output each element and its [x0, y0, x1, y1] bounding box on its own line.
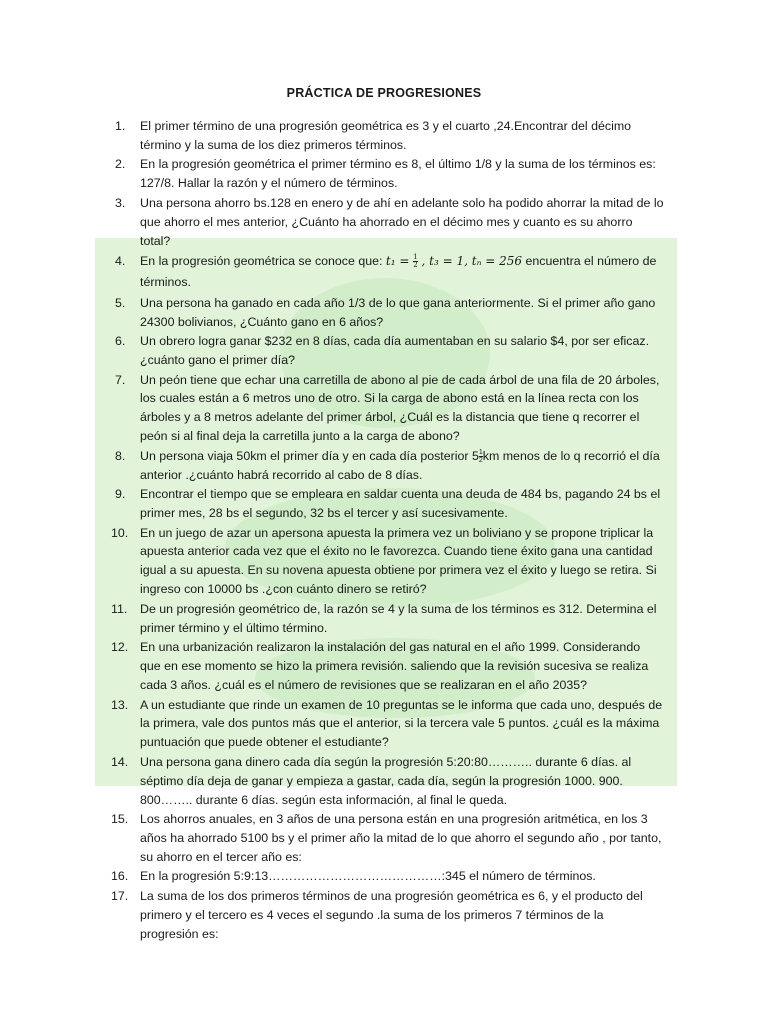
- problem-item: [0, 332, 664, 370]
- problem-item: [0, 251, 664, 293]
- problem-number: 17.: [111, 888, 129, 903]
- problem-item: [0, 887, 664, 944]
- fraction-numerator: 1: [478, 448, 483, 456]
- problem-number: 14.: [111, 754, 129, 769]
- problem-list: [0, 117, 768, 944]
- problem-text: Los ahorros anuales, en 3 años de una persona están en una progresión aritmética, en los 3 años ha ahorrado 5100 bs y el primer año la mitad de lo que ahorro el segundo año , por tanto, su ahorro en el tercer año es:: [140, 812, 662, 864]
- problem-item: [0, 867, 664, 886]
- fraction-denominator: 2: [413, 261, 418, 270]
- fraction: [413, 254, 417, 269]
- fraction-denominator: 2: [478, 456, 483, 464]
- problem-number: 2.: [115, 157, 126, 172]
- problem-item: [0, 155, 664, 193]
- problem-item: [0, 117, 664, 155]
- problem-text: Un peón tiene que echar una carretilla de abono al pie de cada árbol de una fila de 20 árboles, los cuales están a 6 metros uno de otro. Si la carga de abono está en la línea recta con los árboles y a 8 metros adelante del primer árbol, ¿Cuál es la distancia que tiene q recorrer el peón si al final deja la carretilla junto a la carga de abono?: [140, 372, 660, 444]
- problem-item: [0, 447, 664, 485]
- problem-text: Una persona ahorro bs.128 en enero y de ahí en adelante solo ha podido ahorrar la mitad de lo que ahorro el mes anterior, ¿Cuánto ha ahorrado en el décimo mes y cuanto es su ahorro total?: [140, 195, 664, 248]
- problem-item: [0, 753, 664, 810]
- problem-number: 15.: [111, 812, 129, 827]
- problem-text: De un progresión geométrico de, la razón se 4 y la suma de los términos es 312. Determina el primer término y el último término.: [140, 601, 657, 635]
- problem-text: En una urbanización realizaron la instalación del gas natural en el año 1999. Considerando que en ese momento se hizo la primera revisión. saliendo que la revisión sucesiva se realiza cada 3 años. ¿cuál es el número de revisiones que se realizaran en el año 2035?: [140, 640, 649, 692]
- problem-number: 5.: [115, 295, 126, 310]
- problem-number: 8.: [115, 448, 126, 463]
- problem-number: 6.: [115, 334, 126, 349]
- problem-item: [0, 696, 664, 753]
- problem-text: A un estudiante que rinde un examen de 10 preguntas se le informa que cada uno, después de la primera, vale dos puntos más que el anterior, si la tercera vale 5 puntos. ¿cuál es la máxima puntuación que puede obtener el estudiante?: [140, 697, 663, 750]
- fraction-numerator: 1: [413, 253, 418, 262]
- problem-text-continued: encuentra el número de términos.: [140, 254, 657, 290]
- problem-number: 11.: [111, 601, 128, 616]
- problem-item: [0, 294, 664, 332]
- problem-text: En la progresión geométrica el primer término es 8, el último 1/8 y la suma de los términos es: 127/8. Hallar la razón y el número de términos.: [140, 157, 656, 191]
- problem-number: 12.: [111, 640, 129, 655]
- problem-number: 7.: [115, 372, 126, 387]
- problem-number: 3.: [115, 195, 126, 210]
- problem-text-continued: km menos de lo q recorrió el día anterior .¿cuánto habrá recorrido al cabo de 8 días.: [140, 448, 660, 482]
- problem-item: [0, 600, 664, 638]
- problem-number: 1.: [115, 119, 126, 133]
- problem-text: Un obrero logra ganar $232 en 8 días, cada día aumentaban en su salario $4, por ser eficaz. ¿cuánto gano el primer día?: [140, 334, 650, 368]
- problem-number: 10.: [111, 525, 129, 540]
- problem-number: 16.: [111, 869, 129, 884]
- problem-text: Un persona viaja 50km el primer día y en cada día posterior 5: [140, 448, 479, 463]
- problem-text: La suma de los dos primeros términos de una progresión geométrica es 6, y el producto del primero y el tercero es 4 veces el segundo .la suma de los primeros 7 términos de la progresión es:: [140, 888, 643, 941]
- problem-text: El primer término de una progresión geométrica es 3 y el cuarto ,24.Encontrar del décimo término y la suma de los diez primeros términos.: [140, 119, 632, 152]
- page-title: PRÁCTICA DE PROGRESIONES: [286, 86, 482, 100]
- math-t1: t₁ =: [385, 254, 410, 269]
- problem-number: 4.: [115, 254, 126, 269]
- problem-item: [0, 371, 664, 447]
- math-expression: [386, 254, 522, 268]
- problem-number: 9.: [115, 487, 126, 502]
- problem-item: [0, 485, 664, 523]
- problem-item: [0, 194, 664, 251]
- problem-text: En la progresión geométrica se conoce que:: [140, 254, 386, 269]
- problem-item: [0, 810, 664, 867]
- problem-text: En un juego de azar un apersona apuesta la primera vez un boliviano y se propone triplicar la apuesta anterior cada vez que el éxito no le favorezca. Cuando tiene éxito gana una cantidad igual a su apuesta. En su novena apuesta obtiene por primera vez el éxito y luego se retira. Si ingreso con 10000 bs .¿con cuánto dinero se retiró?: [140, 525, 657, 597]
- problem-item: [0, 638, 664, 695]
- problem-number: 13.: [111, 697, 129, 712]
- problem-text: En la progresión 5:9:13……………………………………:345 el número de términos.: [140, 869, 596, 884]
- problem-text: Una persona gana dinero cada día según la progresión 5:20:80……….. durante 6 días. al séptimo día deja de ganar y empieza a gastar, cada día, según la progresión 1000. 900. 800…….. durante 6 días. según esta información, al final le queda.: [140, 754, 632, 807]
- problem-text: Una persona ha ganado en cada año 1/3 de lo que gana anteriormente. Si el primer año gano 24300 bolivianos, ¿Cuánto gano en 6 años?: [140, 295, 656, 329]
- math-rest: , t₃ = 1, tₙ = 256: [421, 254, 523, 269]
- problem-item: [0, 524, 664, 600]
- problem-text: Encontrar el tiempo que se empleara en saldar cuenta una deuda de 484 bs, pagando 24 bs el primer mes, 28 bs el segundo, 32 bs el tercer y así sucesivamente.: [140, 487, 661, 521]
